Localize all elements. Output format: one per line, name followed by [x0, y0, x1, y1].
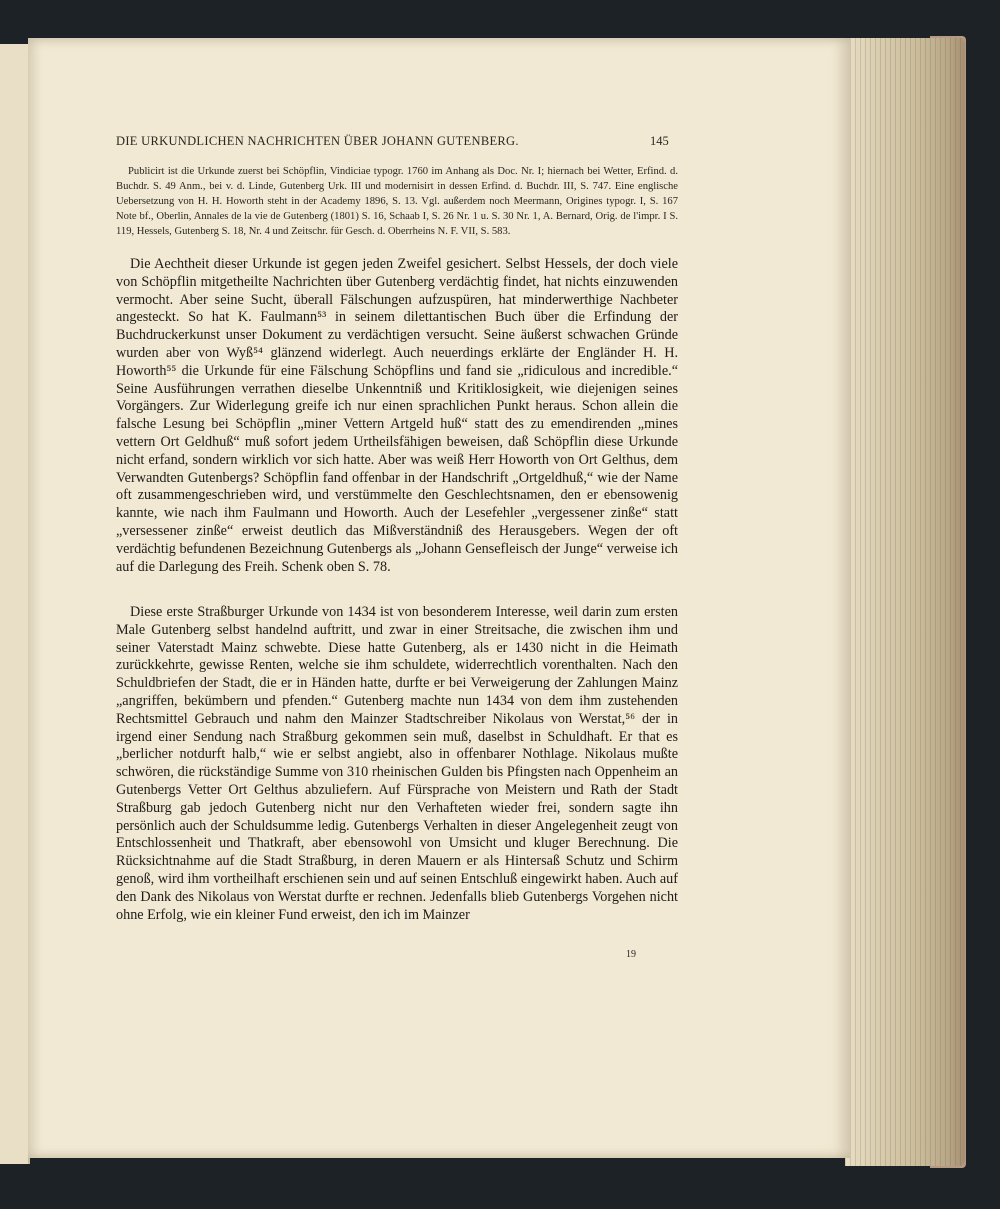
facing-page-edge: [0, 44, 30, 1164]
paragraph-2-text: Diese erste Straßburger Urkunde von 1434 ist von besonderem Interesse, weil darin zum ersten Male Gutenberg selbst handelnd auftritt, und zwar in einer Streitsache, die zwischen ihm und seiner Vaterstadt Mainz schwebte. Diese hatte Gutenberg, als er 1430 nicht in die Heimath zurückkehrte, gewisse Renten, welche sie ihm schuldete, widerrechtlich vorenthalten. Nach den Schuldbriefen der Stadt, die er in Händen hatte, durfte er bei Verweigerung der Zahlungen Mainz „angriffen, bekümbern und pfenden.“ Gutenberg machte nun 1434 von dem ihm zustehenden Rechtsmittel Gebrauch und nahm den Mainzer Stadtschreiber Nikolaus von Werstat,⁵⁶ der in irgend einer Sendung nach Straßburg gekommen sein muß, daselbst in Schuldhaft. Er that es „berlicher notdurft halb,“ wie er selbst angiebt, also in offenbarer Nothlage. Nikolaus mußte schwören, die rückständige Summe von 310 rheinischen Gulden bis Pfingsten nach Oppenheim an Gutenbergs Vetter Ort Gelthus abzuliefern. Auf Fürsprache von Meistern und Rath der Stadt Straßburg gab jedoch Gutenberg nicht nur den Verhafteten wieder frei, sondern sagte ihn persönlich auch der Schuldsumme ledig. Gutenbergs Verhalten in dieser Angelegenheit zeugt von Entschlossenheit und Thatkraft, aber ebensowohl von Umsicht und kluger Berechnung. Die Rücksichtnahme auf die Stadt Straßburg, in deren Mauern er als Hintersaß Schutz und Schirm genoß, wird ihm vortheilhaft erschienen sein und auf seinen Entschluß eingewirkt haben. Auch auf den Dank des Nikolaus von Werstat durfte er rechnen. Jedenfalls blieb Gutenbergs Vorgehen nicht ohne Erfolg, wie ein kleiner Fund erweist, den ich im Mainzer: [116, 604, 678, 923]
paragraph-1: [116, 256, 678, 576]
page-edges: [845, 38, 965, 1166]
running-title: DIE URKUNDLICHEN NACHRICHTEN ÜBER JOHANN GUTENBERG.: [116, 134, 519, 148]
signature-mark: 19: [626, 949, 636, 960]
footnote-text: [116, 164, 678, 239]
paragraph-2: [116, 604, 678, 924]
footnote-body: Publicirt ist die Urkunde zuerst bei Schöpflin, Vindiciae typogr. 1760 im Anhang als Doc. Nr. I; hiernach bei Wetter, Erfind. d. Buchdr. S. 49 Anm., bei v. d. Linde, Gutenberg Urk. III und modernisirt in dessen Erfind. d. Buchdr. III, S. 747. Eine englische Uebersetzung von H. H. Howorth steht in der Academy 1896, S. 13. Vgl. außerdem noch Meermann, Origines typogr. I, S. 167 Note bf., Oberlin, Annales de la vie de Gutenberg (1801) S. 16, Schaab I, S. 26 Nr. 1 u. S. 30 Nr. 1, A. Bernard, Orig. de l'impr. I S. 119, Hessels, Gutenberg S. 18, Nr. 4 und Zeitschr. für Gesch. d. Oberrheins N. F. VII, S. 583.: [116, 166, 678, 237]
paragraph-1-text: Die Aechtheit dieser Urkunde ist gegen jeden Zweifel gesichert. Selbst Hessels, der doch viele von Schöpflin mitgetheilte Nachrichten über Gutenberg verdächtig findet, hat nichts einzuwenden vermocht. Aber seine Sucht, überall Fälschungen aufzuspüren, hat minderwerthige Nachbeter angesteckt. So hat K. Faulmann⁵³ in seinem dilettantischen Buch über die Erfindung der Buchdruckerkunst unser Dokument zu verdächtigen versucht. Seine äußerst schwachen Gründe wurden aber von Wyß⁵⁴ glänzend widerlegt. Auch neuerdings erklärte der Engländer H. H. Howorth⁵⁵ die Urkunde für eine Fälschung Schöpflins und fand sie „ridiculous and incredible.“ Seine Ausführungen verrathen dieselbe Unkenntniß und Kritiklosigkeit, wie diejenigen seines Vorgängers. Zur Widerlegung greife ich nur einen sprachlichen Punkt heraus. Schon allein die falsche Lesung bei Schöpflin „miner Vettern Artgeld huß“ statt des zu emendirenden „mines vettern Ort Geldhuß“ muß sofort jedem Urtheilsfähigen beweisen, daß Schöpflin diese Urkunde nicht erfand, sondern wirklich vor sich hatte. Aber was weiß Herr Howorth von Ort Gelthus, dem Verwandten Gutenbergs? Schöpflin fand offenbar in der Handschrift „Ortgeldhuß,“ wie der Name oft zusammengeschrieben wird, und verstümmelte den Geschlechtsnamen, den er ebensowenig kannte, wie nach ihm Faulmann und Howorth. Auch der Lesefehler „vergessener zinße“ statt „versessener zinße“ erweist deutlich das Mißverständniß des Herausgebers. Wegen der oft verdächtig befundenen Bezeichnung Gutenbergs als „Johann Gensefleisch der Junge“ verweise ich auf die Darlegung des Freih. Schenk oben S. 78.: [116, 256, 678, 575]
page-number: 145: [650, 134, 669, 148]
